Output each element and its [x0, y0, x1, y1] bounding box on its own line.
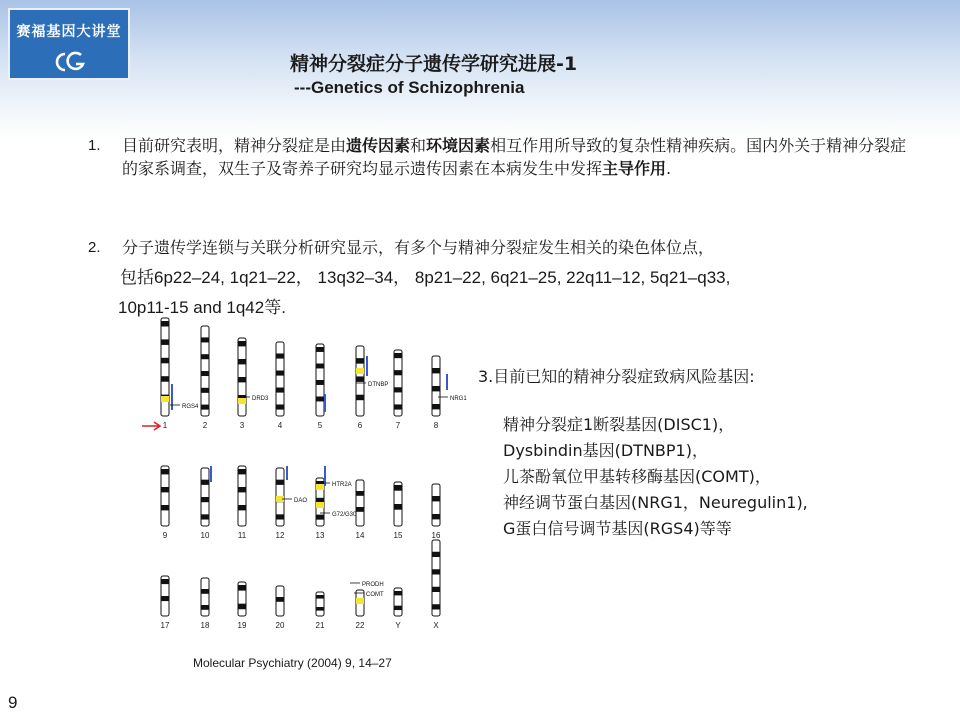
chromosome-band [432, 514, 440, 519]
chromosome-band [276, 371, 284, 376]
chromosome-band [432, 569, 440, 574]
chromosome-band [161, 339, 169, 345]
point-1-bold: 主导作用 [602, 159, 667, 178]
chromosome-number: Y [395, 621, 401, 630]
chromosome-band [238, 585, 246, 591]
chromosome-number: X [433, 621, 439, 630]
page-number: 9 [8, 693, 18, 712]
chromosome [238, 466, 246, 526]
linkage-region [286, 466, 288, 480]
point-1-part: 和 [410, 136, 427, 155]
chromosome-band [201, 354, 209, 359]
chromosome-band [201, 388, 209, 393]
chromosome-band [238, 469, 246, 474]
chromosome-band [432, 604, 440, 609]
point-1-part: 相互作用所导致的复杂性精神疾病。国内外关于精神分裂症的家系调查，双生子及寄养子研究均显示遗传因素在本病发生中发挥 [122, 136, 907, 178]
chromosome-number: 19 [237, 621, 247, 630]
chromosome-number: 22 [355, 621, 365, 630]
gene-label: COMT [366, 592, 384, 598]
chromosome [356, 480, 364, 526]
highlighted-locus [356, 598, 364, 604]
chromosome-number: 6 [357, 421, 363, 430]
highlighted-locus [316, 484, 324, 490]
chromosome-number: 10 [200, 531, 210, 540]
gene-label: G72/G30 [332, 512, 357, 518]
logo-text: 赛福基因大讲堂 [16, 24, 122, 40]
chromosome-band [201, 589, 209, 594]
chromosome-number: 13 [315, 531, 325, 540]
chromosome-band [276, 388, 284, 393]
highlighted-locus [356, 368, 364, 374]
gene-label: DTNBP [368, 382, 389, 388]
gene-list [503, 412, 808, 542]
chromosome-band [316, 607, 324, 611]
chromosome-band [394, 404, 402, 409]
chromosome-band [394, 387, 402, 392]
point-2-number: 2. [88, 239, 101, 256]
chromosome-ideogram [140, 316, 467, 636]
chromosome-band [201, 337, 209, 342]
chromosome-band [432, 386, 440, 391]
chromosome-band [394, 353, 402, 358]
chromosome-band [201, 371, 209, 376]
highlighted-locus [316, 502, 324, 508]
chromosome-number: 11 [237, 531, 247, 540]
chromosome-band [276, 597, 284, 602]
gene-label: RGS4 [182, 404, 199, 410]
chromosome-number: 2 [202, 421, 208, 430]
point-2-line-2: 包括6p22–24, 1q21–22， 13q32–34， 8p21–22, 6q21–25, 22q11–12, 5q21–q33, [120, 268, 731, 287]
point-1-number: 1. [88, 137, 101, 154]
chromosome-number: 5 [317, 421, 323, 430]
chromosome-band [161, 358, 169, 364]
chromosome-band [161, 376, 169, 382]
chromosome [201, 578, 209, 616]
gene-label: DAO [294, 498, 308, 504]
gene-label: HTR2A [332, 482, 352, 488]
chromosome-band [161, 487, 169, 492]
chromosome-band [161, 579, 169, 584]
point-1-part: 目前研究表明，精神分裂症是由 [122, 136, 347, 155]
chromosome-band [316, 595, 324, 599]
chromosome-band [394, 591, 402, 595]
gene-item: Dysbindin基因(DTNBP1)， [503, 441, 708, 460]
highlighted-locus [161, 396, 169, 402]
chromosome-band [276, 514, 284, 519]
chromosome-band [161, 596, 169, 601]
slide-title: 精神分裂症分子遗传学研究进展-1 [290, 53, 578, 75]
chromosome-band [356, 358, 364, 363]
gene-label: NRG1 [450, 396, 467, 402]
chromosome-band [161, 321, 169, 327]
chromosome-number: 3 [239, 421, 245, 430]
gene-item: 儿茶酚氧位甲基转移酶基因(COMT)， [503, 467, 771, 486]
chromosome-band [316, 364, 324, 369]
chromosome-band [238, 377, 246, 382]
point-1-bold: 遗传因素 [346, 136, 411, 155]
gene-item: 神经调节蛋白基因(NRG1，Neuregulin1), [503, 493, 808, 512]
chromosome-band [394, 485, 402, 491]
logo [8, 8, 130, 80]
chromosome-band [201, 497, 209, 502]
chromosome-band [356, 491, 364, 496]
chromosome-band [238, 505, 246, 510]
point-1-text [122, 134, 908, 180]
chromosome [161, 466, 169, 526]
chromosome [432, 484, 440, 526]
chromosome-band [432, 496, 440, 501]
chromosome-band [316, 380, 324, 385]
chromosome-band [201, 514, 209, 519]
chromosome-number: 8 [433, 421, 439, 430]
chromosome-number: 17 [160, 621, 170, 630]
chromosome-number: 14 [355, 531, 365, 540]
chromosome-number: 18 [200, 621, 210, 630]
gene-item: G蛋白信号调节基因(RGS4)等等 [503, 519, 732, 538]
chromosome-band [316, 347, 324, 352]
chromosome-band [316, 515, 324, 520]
chromosome-band [161, 469, 169, 474]
linkage-region [366, 356, 368, 376]
chromosome-band [276, 480, 284, 485]
chromosome-band [161, 505, 169, 510]
chromosome-band [394, 504, 402, 510]
chromosome-band [201, 480, 209, 485]
slide-subtitle: ---Genetics of Schizophrenia [294, 78, 525, 97]
citation: Molecular Psychiatry (2004) 9, 14–27 [193, 656, 392, 670]
point-2-line-1: 分子遗传学连锁与关联分析研究显示，有多个与精神分裂症发生相关的染色体位点， [122, 238, 715, 257]
chromosome-band [356, 507, 364, 512]
chromosome-band [394, 606, 402, 610]
chromosome-band [316, 397, 324, 402]
chromosome-band [432, 587, 440, 592]
chromosome-number: 7 [395, 421, 401, 430]
linkage-region [171, 384, 173, 410]
point-2-line-3: 10p11-15 and 1q42等. [118, 298, 286, 317]
highlighted-locus [238, 398, 246, 404]
linkage-region [210, 466, 212, 482]
chromosome-number: 21 [315, 621, 325, 630]
gene-label: PRODH [362, 582, 384, 588]
chromosome-band [201, 405, 209, 410]
chromosome-band [238, 341, 246, 346]
chromosome-band [432, 368, 440, 373]
chromosome-number: 12 [275, 531, 285, 540]
gene-item: 精神分裂症1断裂基因(DISC1)， [503, 415, 735, 434]
chromosome-number: 9 [162, 531, 168, 540]
chromosome-band [394, 370, 402, 375]
chromosome-band [356, 376, 364, 381]
chromosome-number: 1 [162, 421, 168, 430]
chromosome-band [356, 395, 364, 400]
logo-mark-icon [52, 50, 88, 74]
chromosome-band [432, 552, 440, 557]
chromosome-number: 15 [393, 531, 403, 540]
chromosome-number: 4 [277, 421, 283, 430]
linkage-region [324, 394, 326, 412]
chromosome-band [201, 605, 209, 610]
chromosome-number: 16 [431, 531, 441, 540]
point-3-title: 3.目前已知的精神分裂症致病风险基因: [478, 367, 755, 386]
point-1-bold: 环境因素 [426, 136, 491, 155]
chromosome-band [238, 487, 246, 492]
gene-label: DRD3 [252, 396, 269, 402]
chromosome-number: 20 [275, 621, 285, 630]
chromosome-band [276, 354, 284, 359]
chromosome-band [238, 604, 246, 610]
chromosome-band [276, 405, 284, 410]
arrow-icon [142, 422, 160, 430]
chromosome-band [238, 359, 246, 364]
point-1 [88, 134, 908, 180]
point-1-part: . [666, 159, 672, 178]
point-2 [88, 236, 918, 319]
linkage-region [446, 374, 448, 390]
chromosome-band [432, 404, 440, 409]
